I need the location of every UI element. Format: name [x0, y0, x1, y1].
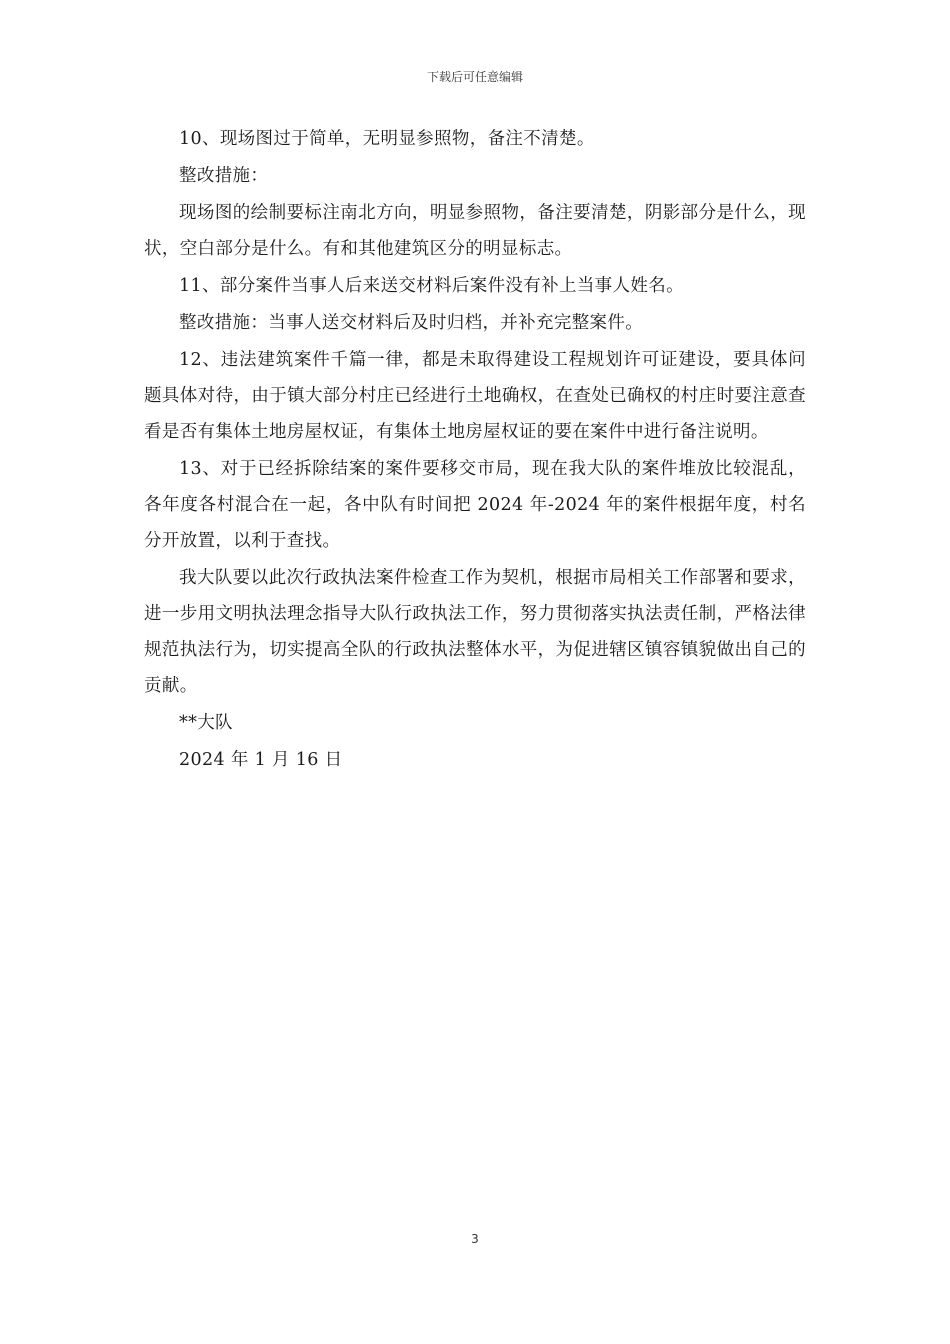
page-header: 下载后可任意编辑	[426, 70, 523, 84]
paragraph-conclusion: 我大队要以此次行政执法案件检查工作为契机，根据市局相关工作部署和要求，进一步用文明执法理念指导大队行政执法工作，努力贯彻落实执法责任制，严格法律规范执法行为，切实提高全队的行政执法整体水平，为促进辖区镇容镇貌做出自己的贡献。	[144, 568, 806, 696]
paragraph-item-11-measure: 整改措施：当事人送交材料后及时归档，并补充完整案件。	[179, 313, 644, 333]
signature-date: 2024 年 1 月 16 日	[179, 750, 343, 770]
document-body	[144, 121, 806, 779]
paragraph-item-10: 10、现场图过于简单，无明显参照物，备注不清楚。	[179, 129, 595, 149]
paragraph-site-map-measure: 现场图的绘制要标注南北方向，明显参照物，备注要清楚，阴影部分是什么，现状，空白部分是什么。有和其他建筑区分的明显标志。	[144, 203, 806, 259]
paragraph-rectification-label: 整改措施：	[179, 166, 269, 186]
page-number: 3	[471, 1232, 479, 1246]
signature-unit: **大队	[179, 713, 233, 733]
paragraph-item-12: 12、违法建筑案件千篇一律，都是未取得建设工程规划许可证建设，要具体问题具体对待，由于镇大部分村庄已经进行土地确权，在查处已确权的村庄时要注意查看是否有集体土地房屋权证，有集体土地房屋权证的要在案件中进行备注说明。	[144, 350, 806, 442]
paragraph-item-11: 11、部分案件当事人后来送交材料后案件没有补上当事人姓名。	[179, 276, 684, 296]
paragraph-item-13: 13、对于已经拆除结案的案件要移交市局，现在我大队的案件堆放比较混乱，各年度各村混合在一起，各中队有时间把 2024 年-2024 年的案件根据年度，村名分开放置，以利于查找。	[144, 459, 806, 551]
